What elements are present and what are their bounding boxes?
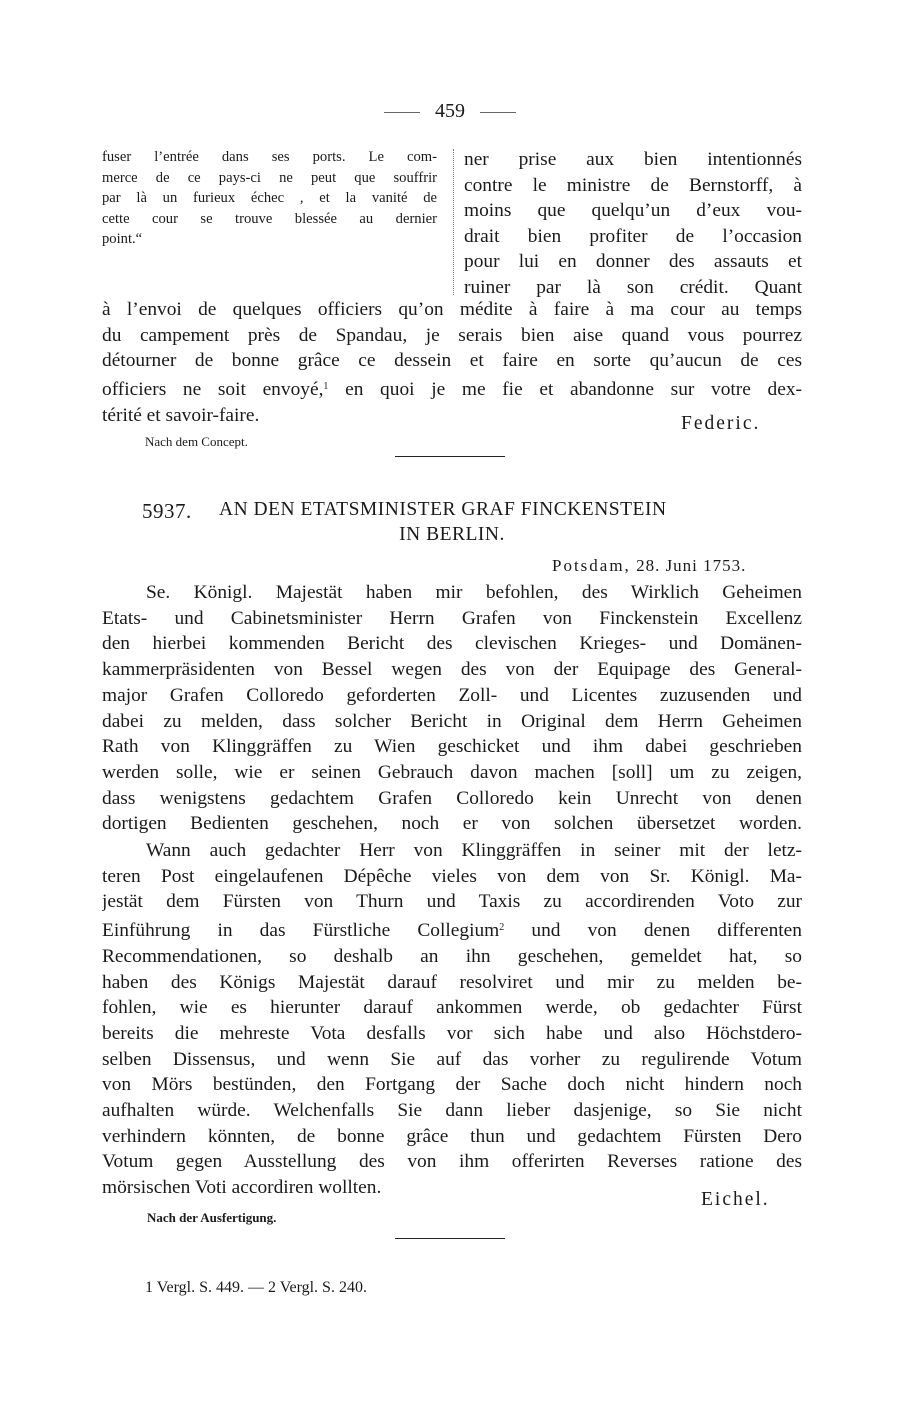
- paragraph-line: Se. Königl. Majestät haben mir befohlen, des Wirklich Geheimen: [146, 582, 802, 603]
- footnote-ref-2: 2: [499, 922, 505, 934]
- letter-number: 5937.: [142, 499, 192, 523]
- source-note-2: Nach der Ausfertigung.: [147, 1210, 277, 1225]
- left-column-line: point.“: [102, 231, 143, 247]
- paragraph-line: Recommendationen, so deshalb an ihn geschehen, gemeldet hat, so: [102, 945, 802, 967]
- letter1-line-part: officiers ne soit envoyé,: [102, 379, 324, 401]
- page-number-dash-right: [480, 112, 516, 113]
- paragraph-line: den hierbei kommenden Bericht des clevischen Krieges- und Domänen-: [102, 633, 802, 655]
- paragraph-line: kammerpräsidenten von Bessel wegen des von der Equipage des General-: [102, 659, 802, 681]
- signature-eichel: Eichel.: [701, 1189, 770, 1210]
- letter1-line: du campement près de Spandau, je serais bien aise quand vous pourrez: [102, 324, 802, 346]
- heading-line-1: AN DEN ETATSMINISTER GRAF FINCKENSTEIN: [219, 499, 667, 520]
- date: 28. Juni 1753.: [630, 556, 747, 575]
- letter1-line: [102, 374, 802, 403]
- dateline: [552, 556, 746, 576]
- section-divider: [395, 456, 505, 457]
- paragraph-line: major Grafen Colloredo geforderten Zoll- und Licentes zuzusenden und: [102, 684, 802, 706]
- paragraph-line: werden solle, wie er seinen Gebrauch davon machen [soll] um zu zeigen,: [102, 761, 802, 783]
- date-place: Potsdam,: [552, 556, 631, 575]
- paragraph-line: Votum gegen Ausstellung des von ihm offerirten Reverses ratione des: [102, 1151, 802, 1173]
- letter2-paragraph-1: [102, 580, 802, 837]
- footnote-divider: [395, 1238, 505, 1239]
- paragraph-line: dortigen Bedienten geschehen, noch er von solchen übersetzet worden.: [102, 813, 802, 835]
- paragraph-line: Wann auch gedachter Herr von Klinggräffen in seiner mit der letz-: [146, 840, 802, 861]
- right-column-line: drait bien profiter de l’occasion: [464, 225, 802, 247]
- right-column-text: [464, 147, 802, 301]
- two-column-block: [102, 147, 802, 298]
- right-column-line: pour lui en donner des assauts et: [464, 251, 802, 273]
- paragraph-line: jestät dem Fürsten von Thurn und Taxis zu accordirenden Voto zur: [102, 891, 802, 913]
- right-column-line: moins que quelqu’un d’eux vou-: [464, 200, 802, 222]
- left-column-line: merce de ce pays-ci ne peut que souffrir: [102, 169, 437, 186]
- letter1-line: térité et savoir-faire.: [102, 404, 260, 426]
- letter1-body: [102, 297, 802, 429]
- paragraph-line: Etats- und Cabinetsminister Herrn Grafen von Finckenstein Excellenz: [102, 607, 802, 629]
- left-column-line: par là un furieux échec , et la vanité de: [102, 190, 437, 206]
- source-note-1: Nach dem Concept.: [145, 434, 248, 449]
- column-divider: [453, 149, 454, 295]
- paragraph-line: dass wenigstens gedachtem Grafen Colloredo kein Unrecht von denen: [102, 787, 802, 809]
- letter2-paragraph-2: [102, 838, 802, 1201]
- left-column-line: fuser l’entrée dans ses ports. Le com-: [102, 149, 437, 165]
- page-number: 459: [435, 100, 465, 122]
- right-column-line: ner prise aux bien intentionnés: [464, 149, 802, 170]
- right-column-line: contre le ministre de Bernstorff, à: [464, 174, 802, 196]
- footnote-ref-1: 1: [323, 381, 329, 393]
- paragraph-line: verhindern könnten, de bonne grâce thun und gedachtem Fürsten Dero: [102, 1125, 802, 1147]
- signature-federic: Federic.: [681, 413, 761, 434]
- paragraph-line: haben des Königs Majestät darauf resolviret und mir zu melden be-: [102, 971, 802, 993]
- paragraph-line: Rath von Klinggräffen zu Wien geschicket und ihm dabei geschrieben: [102, 736, 802, 758]
- letter1-line: à l’envoi de quelques officiers qu’on médite à faire à ma cour au temps: [102, 299, 802, 320]
- paragraph-line: von Mörs bestünden, den Fortgang der Sache doch nicht hindern noch: [102, 1074, 802, 1096]
- paragraph-line: aufhalten würde. Welchenfalls Sie dann lieber dasjenige, so Sie nicht: [102, 1100, 802, 1122]
- paragraph-line-part: Einführung in das Fürstliche Collegium: [102, 920, 500, 942]
- right-column-line: ruiner par là son crédit. Quant: [464, 276, 802, 298]
- left-column-line: cette cour se trouve blessée au dernier: [102, 210, 437, 227]
- paragraph-line: bereits die mehreste Vota desfalls vor sich habe und also Höchstdero-: [102, 1022, 802, 1044]
- paragraph-line: mörsischen Voti accordiren wollten.: [102, 1177, 382, 1199]
- page-number-row: [0, 100, 900, 123]
- heading-line-2: IN BERLIN.: [399, 524, 505, 545]
- paragraph-line: [102, 915, 802, 944]
- paragraph-line: teren Post eingelaufenen Dépêche vieles von dem von Sr. Königl. Ma-: [102, 865, 802, 887]
- letter1-line-part: en quoi je me fie et abandonne sur votre dex-: [328, 379, 802, 401]
- paragraph-line: selben Dissensus, und wenn Sie auf das vorher zu regulirende Votum: [102, 1048, 802, 1070]
- page-number-dash-left: [384, 112, 420, 113]
- letter1-line: détourner de bonne grâce ce dessein et faire en sorte qu’aucun de ces: [102, 350, 802, 372]
- paragraph-line: dabei zu melden, dass solcher Bericht in Original dem Herrn Geheimen: [102, 710, 802, 732]
- footnotes: 1 Vergl. S. 449. — 2 Vergl. S. 240.: [145, 1279, 367, 1296]
- left-column-quote: [102, 147, 437, 250]
- paragraph-line: fohlen, wie es hierunter darauf ankommen werde, ob gedachter Fürst: [102, 997, 802, 1019]
- paragraph-line-part: und von denen differenten: [504, 920, 802, 942]
